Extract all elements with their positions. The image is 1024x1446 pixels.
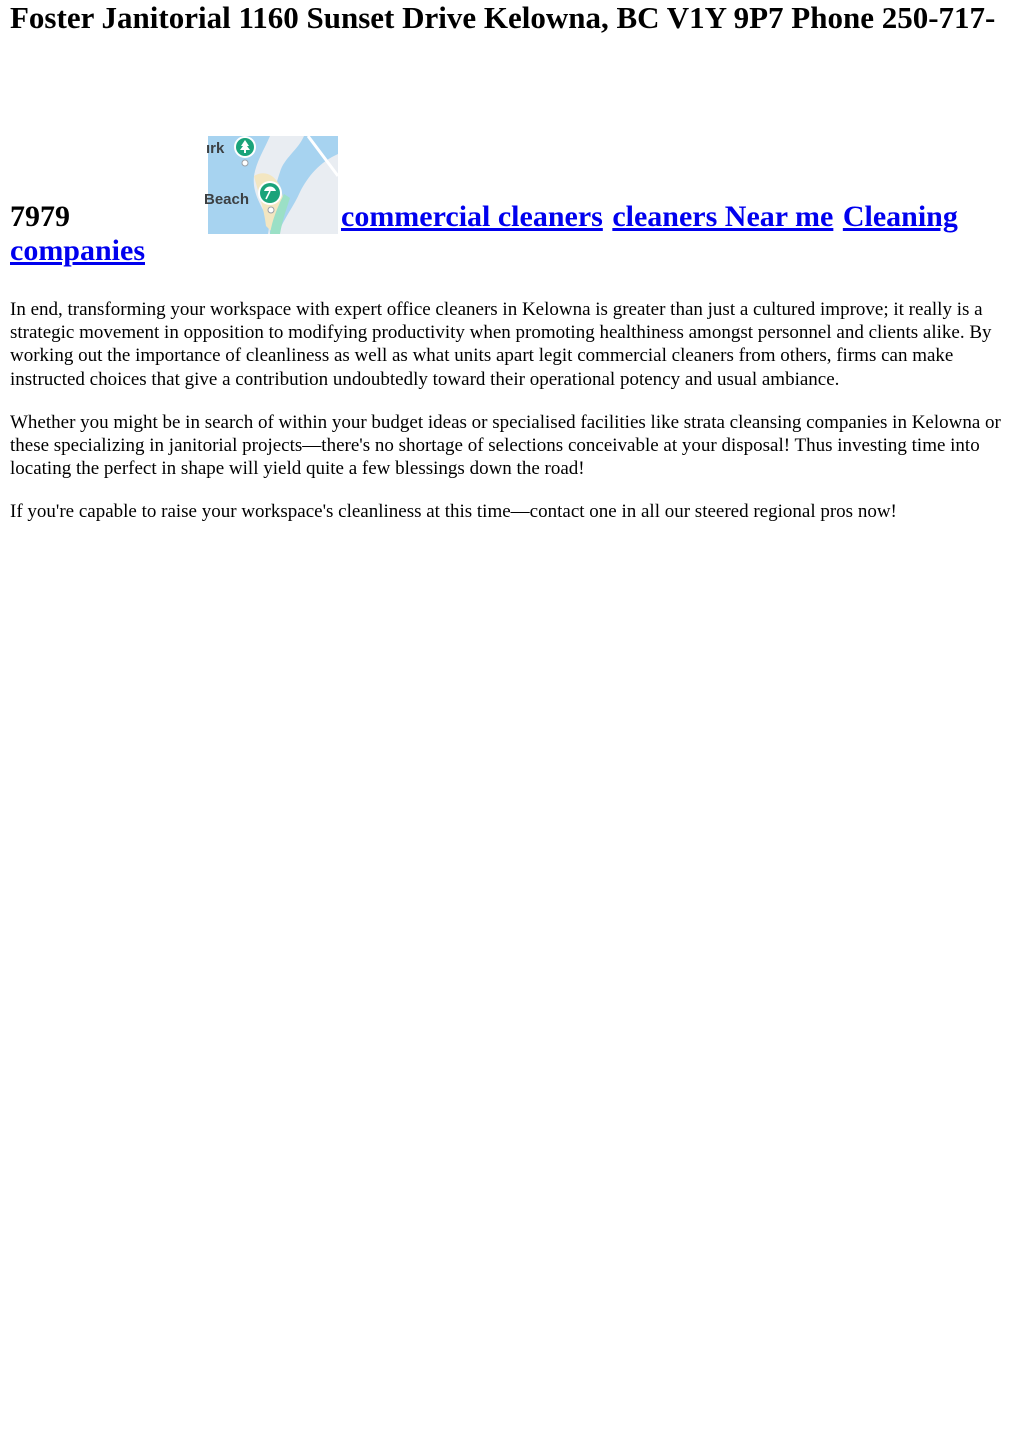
title-line-1: Foster Janitorial 1160 Sunset Drive Kelowna, BC V1Y 9P7 Phone 250-717- [10,0,996,35]
link-cleaners-near-me[interactable]: cleaners Near me [612,200,834,233]
map-label-bottom: Beach [204,191,250,208]
link-commercial-cleaners[interactable]: commercial cleaners [341,200,603,233]
title-line-2 [10,128,1014,268]
paragraph-call-to-action: If you're capable to raise your workspace's cleanliness at this time—contact one in all our steered regional pros now! [10,501,897,523]
link-cleaning-companies[interactable]: Cleaning companies [10,200,958,267]
map-label-top: ırk [206,140,225,157]
page [0,0,1024,524]
paragraph-conclusion: In end, transforming your workspace with expert office cleaners in Kelowna is greater than just a cultured improve; it really is a strategic movement in opposition to modifying productivity when promoting healthiness amongst personnel and clients alike. By working out the importance of cleanliness as well as what units apart legit commercial cleaners from others, firms can make instructed choices that give a contribution undoubtedly toward their operational potency and usual ambiance. [10,299,992,390]
map-image [204,136,338,234]
paragraph-options: Whether you might be in search of within your budget ideas or specialised facilities like strata cleansing companies in Kelowna or these specializing in janitorial projects—there's no shortage of selections conceivable at your disposal! Thus investing time into locating the perfect in shape will yield quite a few blessings down the road! [10,411,1001,480]
phone-number-tail: 7979 [10,200,70,233]
page-title [10,0,1014,268]
map-thumbnail[interactable] [204,136,338,234]
